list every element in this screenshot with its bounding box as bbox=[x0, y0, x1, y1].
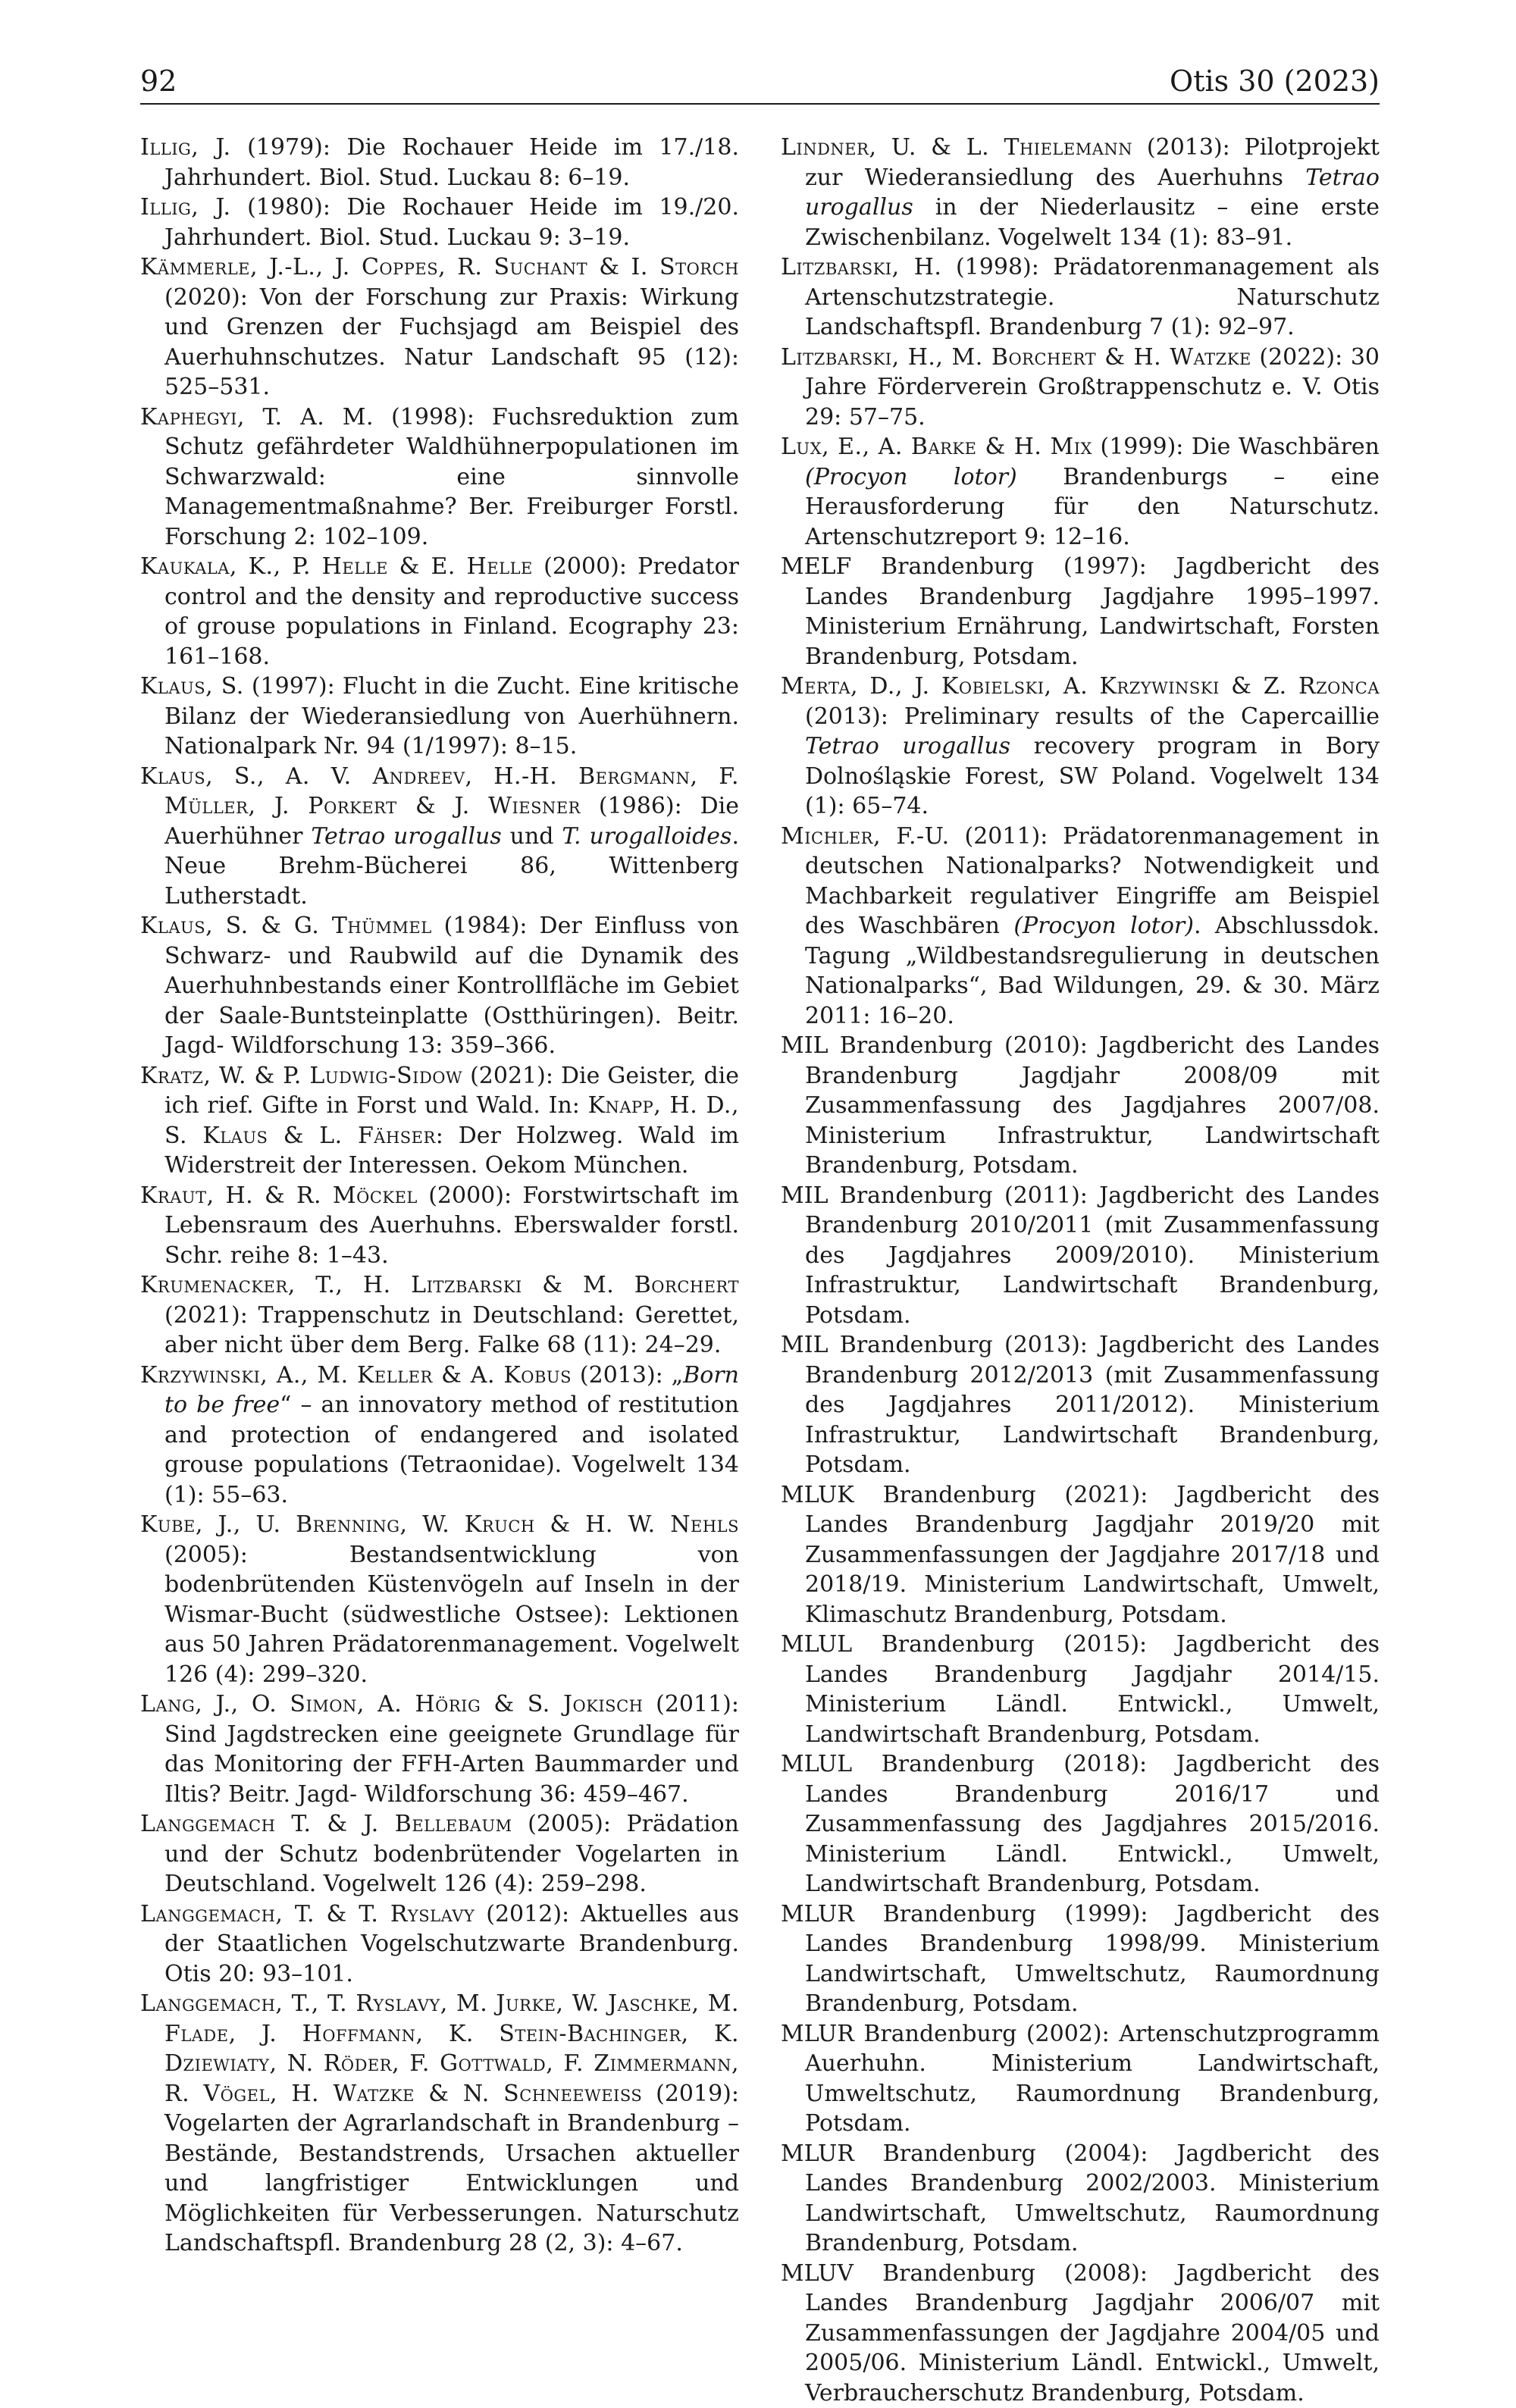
reference-entry bbox=[781, 552, 1380, 672]
reference-text: (1998): Prädatorenmanagement als Artenschutzstrategie. Naturschutz Landschaftspfl. Brandenburg 7 (1): 92–97. bbox=[805, 254, 1380, 340]
reference-entry bbox=[140, 1181, 739, 1271]
reference-entry bbox=[140, 1899, 739, 1990]
reference-entry bbox=[140, 1510, 739, 1689]
page-number: 92 bbox=[140, 62, 177, 100]
reference-text: MLUL Brandenburg (2018): Jagdbericht des Landes Brandenburg 2016/17 und Zusammenfassung des Jagdjahres 2015/2016. Ministerium Ländl. Entwickl., Umwelt, Landwirtschaft Brandenburg, Potsdam. bbox=[781, 1751, 1380, 1897]
reference-authors: Kaukala, K., P. Helle & E. Helle bbox=[140, 553, 533, 580]
reference-text: recovery program in Bory Dolnośląskie Forest, SW Poland. Vogelwelt 134 (1): 65–74. bbox=[805, 733, 1380, 819]
journal-reference: Otis 30 (2023) bbox=[1170, 62, 1380, 100]
reference-entry bbox=[140, 133, 739, 193]
reference-text: : Der Holzweg. Wald im Widerstreit der Interessen. Oekom München. bbox=[164, 1123, 739, 1179]
reference-text: . Neue Brehm-Bücherei 86, Wittenberg Lutherstadt. bbox=[164, 823, 739, 910]
reference-entry bbox=[140, 1689, 739, 1809]
reference-authors: Kaphegyi, T. A. M. bbox=[140, 404, 374, 431]
reference-entry bbox=[140, 1061, 739, 1181]
running-header bbox=[140, 59, 1380, 105]
reference-text: MELF Brandenburg (1997): Jagdbericht des Landes Brandenburg Jagdjahre 1995–1997. Ministerium Ernährung, Landwirtschaft, Forsten Brandenburg, Potsdam. bbox=[781, 553, 1380, 670]
reference-entry bbox=[781, 822, 1380, 1032]
reference-text: (2020): Von der Forschung zur Praxis: Wirkung und Grenzen der Fuchsjagd am Beispiel des Auerhuhnschutzes. Natur Landschaft 95 (12): 525–531. bbox=[164, 284, 739, 401]
reference-text: (1998): Fuchsreduktion zum Schutz gefährdeter Waldhühnerpopulationen im Schwarzwald: eine sinnvolle Managementmaßnahme? Ber. Freiburger Forstl. Forschung 2: 102–109. bbox=[164, 404, 739, 550]
reference-text: MIL Brandenburg (2013): Jagdbericht des Landes Brandenburg 2012/2013 (mit Zusammenfassung des Jagdjahres 2011/2012). Ministerium Infrastruktur, Landwirtschaft Brandenburg, Potsdam. bbox=[781, 1332, 1380, 1478]
reference-entry bbox=[140, 672, 739, 762]
reference-column-left bbox=[140, 133, 739, 2259]
reference-italic: (Procyon lotor) bbox=[1013, 913, 1194, 939]
reference-authors: Litzbarski, H. bbox=[781, 254, 941, 280]
reference-text: (2019): Vogelarten der Agrarlandschaft in Brandenburg – Bestände, Bestandstrends, Ursachen aktueller und langfristiger Entwicklungen und Möglichkeiten für Verbesserungen. Naturschutz Landschaftspfl. Brandenburg 28 (2, 3): 4–67. bbox=[164, 2081, 739, 2257]
reference-entry bbox=[781, 252, 1380, 343]
reference-text: (2005): Bestandsentwicklung von bodenbrütenden Küstenvögeln auf Inseln in der Wismar-Bucht (südwestliche Ostsee): Lektionen aus 50 Jahren Prädatorenmanagement. Vogelwelt 126 (4): 299–320. bbox=[164, 1542, 739, 1688]
reference-entry bbox=[781, 1031, 1380, 1181]
reference-authors: Lindner, U. & L. Thielemann bbox=[781, 134, 1132, 161]
reference-text: (2000): Forstwirtschaft im Lebensraum des Auerhuhns. Eberswalder forstl. Schr. reihe 8: 1–43. bbox=[164, 1182, 739, 1269]
reference-text: (1984): Der Einfluss von Schwarz- und Raubwild auf die Dynamik des Auerhuhnbestands einer Kontrollfläche im Gebiet der Saale-Buntsteinplatte (Ostthüringen). Beitr. Jagd- Wildforschung 13: 359–366. bbox=[164, 913, 739, 1059]
reference-authors: Kratz, W. & P. Ludwig-Sidow bbox=[140, 1063, 462, 1089]
reference-text: MIL Brandenburg (2010): Jagdbericht des Landes Brandenburg Jagdjahr 2008/09 mit Zusammenfassung des Jagdjahres 2007/08. Ministerium Infrastruktur, Landwirtschaft Brandenburg, Potsdam. bbox=[781, 1032, 1380, 1179]
reference-authors: Lux, E., A. Barke & H. Mix bbox=[781, 434, 1092, 460]
reference-text: und bbox=[502, 823, 562, 850]
reference-text: (2013): „ bbox=[572, 1362, 683, 1389]
reference-entry bbox=[781, 1749, 1380, 1899]
reference-authors: Merta, D., J. Kobielski, A. Krzywinski & Z. Rzonca bbox=[781, 673, 1380, 700]
reference-authors: Kraut, H. & R. Möckel bbox=[140, 1182, 418, 1209]
reference-entry bbox=[140, 911, 739, 1061]
reference-text: (2012): Aktuelles aus der Staatlichen Vogelschutzwarte Brandenburg. Otis 20: 93–101. bbox=[164, 1901, 739, 1987]
reference-authors: Michler, F.-U. bbox=[781, 823, 950, 850]
reference-text: (1979): Die Rochauer Heide im 17./18. Jahrhundert. Biol. Stud. Luckau 8: 6–19. bbox=[164, 134, 739, 191]
reference-entry bbox=[140, 1989, 739, 2259]
reference-authors: Lang, J., O. Simon, A. Hörig & S. Jokisch bbox=[140, 1691, 643, 1718]
reference-text: in der Niederlausitz – eine erste Zwischenbilanz. Vogelwelt 134 (1): 83–91. bbox=[805, 194, 1380, 251]
reference-entry bbox=[140, 552, 739, 672]
reference-entry bbox=[781, 343, 1380, 433]
reference-text: (1999): Die Waschbären bbox=[1092, 434, 1380, 460]
reference-authors: Langgemach, T., T. Ryslavy, M. Jurke, W. Jaschke, M. Flade, J. Hoffmann, K. Stein-Bachinger, K. Dziewiaty, N. Röder, F. Gottwald, F. Zimmermann, R. Vögel, H. Watzke & N. Schneeweiss bbox=[140, 1990, 739, 2107]
reference-text: MLUL Brandenburg (2015): Jagdbericht des Landes Brandenburg Jagdjahr 2014/15. Ministerium Ländl. Entwickl., Umwelt, Landwirtschaft Brandenburg, Potsdam. bbox=[781, 1631, 1380, 1748]
reference-text: MLUK Brandenburg (2021): Jagdbericht des Landes Brandenburg Jagdjahr 2019/20 mit Zusammenfassungen der Jagdjahre 2017/18 und 2018/19. Ministerium Landwirtschaft, Umwelt, Klimaschutz Brandenburg, Potsdam. bbox=[781, 1482, 1380, 1628]
reference-entry bbox=[140, 1361, 739, 1511]
reference-text: (2022): 30 Jahre Förderverein Großtrappenschutz e. V. Otis 29: 57–75. bbox=[805, 344, 1380, 431]
reference-italic: Tetrao urogallus bbox=[805, 164, 1380, 221]
reference-text: Brandenburgs – eine Herausforderung für den Naturschutz. Artenschutzreport 9: 12–16. bbox=[805, 464, 1380, 550]
reference-text: MLUR Brandenburg (2002): Artenschutzprogramm Auerhuhn. Ministerium Landwirtschaft, Umweltschutz, Raumordnung Brandenburg, Potsdam. bbox=[781, 2021, 1380, 2137]
reference-text: “ – an innovatory method of restitution and protection of endangered and isolated grouse populations (Tetraonidae). Vogelwelt 134 (1): 55–63. bbox=[164, 1392, 739, 1508]
reference-text: . Abschlussdok. Tagung „Wildbestandsregulierung in deutschen Nationalparks“, Bad Wildungen, 29. & 30. März 2011: 16–20. bbox=[805, 913, 1380, 1029]
reference-italic: Tetrao urogallus bbox=[805, 733, 1010, 759]
reference-entry bbox=[140, 1809, 739, 1899]
reference-text: (2013): Pilotprojekt zur Wiederansiedlung des Auerhuhns bbox=[805, 134, 1380, 191]
reference-entry bbox=[781, 1330, 1380, 1480]
reference-text: MLUR Brandenburg (1999): Jagdbericht des Landes Brandenburg 1998/99. Ministerium Landwirtschaft, Umweltschutz, Raumordnung Brandenburg, Potsdam. bbox=[781, 1901, 1380, 2018]
reference-text: (2011): Prädatorenmanagement in deutschen Nationalparks? Notwendigkeit und Machbarkeit regulativer Eingriffe am Beispiel des Waschbären bbox=[805, 823, 1380, 940]
reference-italic: Born to be free bbox=[164, 1362, 739, 1419]
reference-italic: Tetrao urogallus bbox=[311, 823, 501, 850]
reference-authors: Kube, J., U. Brenning, W. Kruch & H. W. Nehls bbox=[140, 1511, 739, 1538]
reference-entry bbox=[781, 1630, 1380, 1749]
reference-text: (1997): Flucht in die Zucht. Eine kritische Bilanz der Wiederansiedlung von Auerhühnern. Nationalpark Nr. 94 (1/1997): 8–15. bbox=[164, 673, 739, 759]
reference-text: MIL Brandenburg (2011): Jagdbericht des Landes Brandenburg 2010/2011 (mit Zusammenfassung des Jagdjahres 2009/2010). Ministerium Infrastruktur, Landwirtschaft Brandenburg, Potsdam. bbox=[781, 1182, 1380, 1329]
reference-entry bbox=[781, 1899, 1380, 2019]
reference-italic: T. urogalloides bbox=[562, 823, 731, 850]
reference-authors: Illig, J. bbox=[140, 194, 231, 221]
reference-authors: Kämmerle, J.-L., J. Coppes, R. Suchant & I. Storch bbox=[140, 254, 739, 280]
reference-entry bbox=[140, 402, 739, 553]
reference-authors: Klaus, S., A. V. Andreev, H.-H. Bergmann, F. Müller, J. Porkert & J. Wiesner bbox=[140, 763, 739, 820]
reference-authors: Krzywinski, A., M. Keller & A. Kobus bbox=[140, 1362, 572, 1389]
reference-text: (2000): Predator control and the density and reproductive success of grouse populations in Finland. Ecography 23: 161–168. bbox=[164, 553, 739, 670]
reference-text: (2021): Trappenschutz in Deutschland: Gerettet, aber nicht über dem Berg. Falke 68 (11): 24–29. bbox=[164, 1302, 739, 1359]
reference-authors: Klaus, S. bbox=[140, 673, 244, 700]
reference-authors: Knapp, H. D., S. Klaus & L. Fähser bbox=[164, 1092, 739, 1149]
reference-text: (2021): Die Geister, die ich rief. Gifte in Forst und Wald. In: bbox=[164, 1063, 739, 1119]
reference-entry bbox=[140, 193, 739, 252]
reference-entry bbox=[781, 1181, 1380, 1331]
reference-entry bbox=[140, 252, 739, 402]
reference-authors: Illig, J. bbox=[140, 134, 231, 161]
reference-authors: Krumenacker, T., H. Litzbarski & M. Borchert bbox=[140, 1272, 739, 1298]
reference-entry bbox=[781, 1480, 1380, 1630]
reference-entry bbox=[781, 672, 1380, 822]
reference-entry bbox=[781, 2259, 1380, 2408]
reference-column-right bbox=[781, 133, 1380, 2408]
reference-text: MLUR Brandenburg (2004): Jagdbericht des Landes Brandenburg 2002/2003. Ministerium Landwirtschaft, Umweltschutz, Raumordnung Brandenburg, Potsdam. bbox=[781, 2140, 1380, 2257]
reference-text: (2013): Preliminary results of the Capercaillie bbox=[805, 703, 1380, 730]
reference-authors: Langgemach, T. & T. Ryslavy bbox=[140, 1901, 475, 1927]
reference-text: (1980): Die Rochauer Heide im 19./20. Jahrhundert. Biol. Stud. Luckau 9: 3–19. bbox=[164, 194, 739, 251]
reference-entry bbox=[781, 2019, 1380, 2139]
reference-authors: Litzbarski, H., M. Borchert & H. Watzke bbox=[781, 344, 1251, 371]
reference-entry bbox=[781, 2139, 1380, 2259]
header-rule bbox=[140, 103, 1380, 105]
reference-text: (2005): Prädation und der Schutz bodenbrütender Vogelarten in Deutschland. Vogelwelt 126 (4): 259–298. bbox=[164, 1811, 739, 1897]
reference-entry bbox=[140, 1270, 739, 1361]
reference-text: (1986): Die Auerhühner bbox=[164, 793, 739, 850]
reference-authors: Langgemach T. & J. Bellebaum bbox=[140, 1811, 512, 1837]
reference-entry bbox=[781, 432, 1380, 552]
reference-italic: (Procyon lotor) bbox=[805, 464, 1017, 490]
reference-text: MLUV Brandenburg (2008): Jagdbericht des Landes Brandenburg Jagdjahr 2006/07 mit Zusammenfassungen der Jagdjahre 2004/05 und 2005/06. Ministerium Ländl. Entwickl., Umwelt, Verbraucherschutz Brandenburg, Potsdam. bbox=[781, 2260, 1380, 2406]
reference-entry bbox=[140, 762, 739, 912]
reference-text: (2011): Sind Jagdstrecken eine geeignete Grundlage für das Monitoring der FFH-Arten Baummarder und Iltis? Beitr. Jagd- Wildforschung 36: 459–467. bbox=[164, 1691, 739, 1808]
reference-entry bbox=[781, 133, 1380, 252]
reference-authors: Klaus, S. & G. Thümmel bbox=[140, 913, 432, 939]
